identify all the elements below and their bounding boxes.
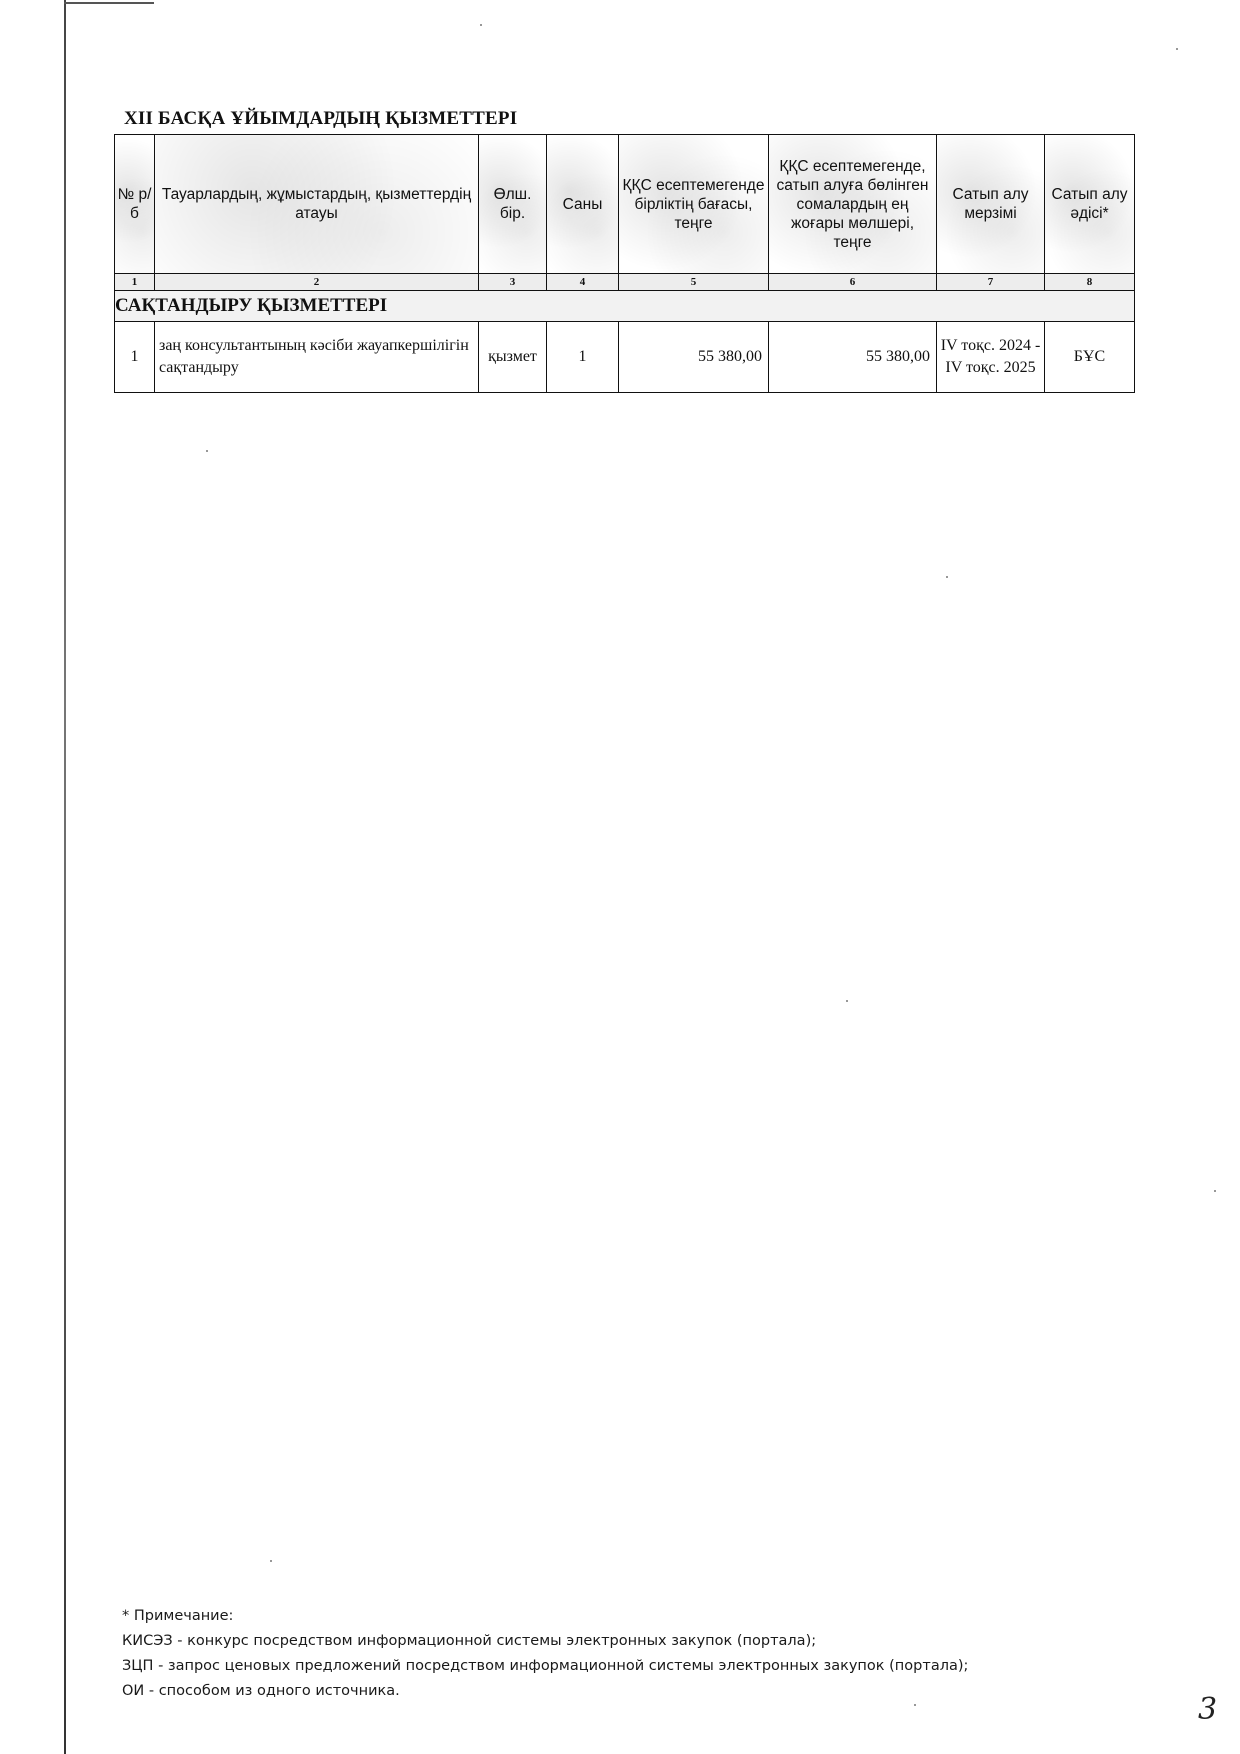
scan-speck — [1214, 1190, 1216, 1192]
column-number: 5 — [619, 274, 769, 291]
footnotes — [122, 1604, 968, 1704]
header-num: № р/б — [115, 135, 155, 274]
header-max-amount: ҚҚС есептемегенде, сатып алуға бөлінген сомалардың ең жоғары мөлшері, теңге — [769, 135, 937, 274]
section-title: XII БАСҚА ҰЙЫМДАРДЫҢ ҚЫЗМЕТТЕРІ — [124, 108, 518, 129]
scan-speck — [914, 1704, 916, 1706]
scan-speck — [946, 576, 948, 578]
column-number: 2 — [155, 274, 479, 291]
column-number: 8 — [1045, 274, 1135, 291]
scan-speck — [846, 1000, 848, 1002]
note-line: * Примечание: — [122, 1608, 234, 1624]
header-method: Сатып алу әдісі* — [1045, 135, 1135, 274]
scan-speck — [206, 450, 208, 452]
note-line: КИСЭЗ - конкурс посредством информационной системы электронных закупок (портала); — [122, 1633, 817, 1649]
scan-speck — [480, 24, 482, 26]
cell-max-amount: 55 380,00 — [769, 322, 937, 393]
column-number: 7 — [937, 274, 1045, 291]
procurement-table — [114, 134, 1135, 393]
column-number: 3 — [479, 274, 547, 291]
header-period: Сатып алу мерзімі — [937, 135, 1045, 274]
note-line: ОИ - способом из одного источника. — [122, 1683, 400, 1699]
page-number: 3 — [1198, 1692, 1218, 1727]
header-unit-price: ҚҚС есептемегенде бірліктің бағасы, теңге — [619, 135, 769, 274]
cell-unit: қызмет — [479, 322, 547, 393]
cell-period: IV тоқс. 2024 - IV тоқс. 2025 — [937, 322, 1045, 393]
column-number: 4 — [547, 274, 619, 291]
group-title: САҚТАНДЫРУ ҚЫЗМЕТТЕРІ — [115, 291, 1135, 322]
scan-speck — [1176, 48, 1178, 50]
note-line: ЗЦП - запрос ценовых предложений посредством информационной системы электронных закупок (портала); — [122, 1658, 969, 1674]
group-row — [115, 291, 1135, 322]
column-number: 6 — [769, 274, 937, 291]
cell-qty: 1 — [547, 322, 619, 393]
scan-edge-left — [64, 0, 66, 1754]
cell-num: 1 — [115, 322, 155, 393]
column-number: 1 — [115, 274, 155, 291]
cell-method: БҰС — [1045, 322, 1135, 393]
header-name: Тауарлардың, жұмыстардың, қызметтердің атауы — [155, 135, 479, 274]
table-row — [115, 322, 1135, 393]
cell-unit-price: 55 380,00 — [619, 322, 769, 393]
header-qty: Саны — [547, 135, 619, 274]
scan-edge-top — [64, 2, 154, 4]
cell-name: заң консультантының кәсіби жауапкершілігін сақтандыру — [155, 322, 479, 393]
table-header-row — [115, 135, 1135, 274]
scan-speck — [270, 1560, 272, 1562]
header-unit: Өлш. бір. — [479, 135, 547, 274]
column-number-row — [115, 274, 1135, 291]
